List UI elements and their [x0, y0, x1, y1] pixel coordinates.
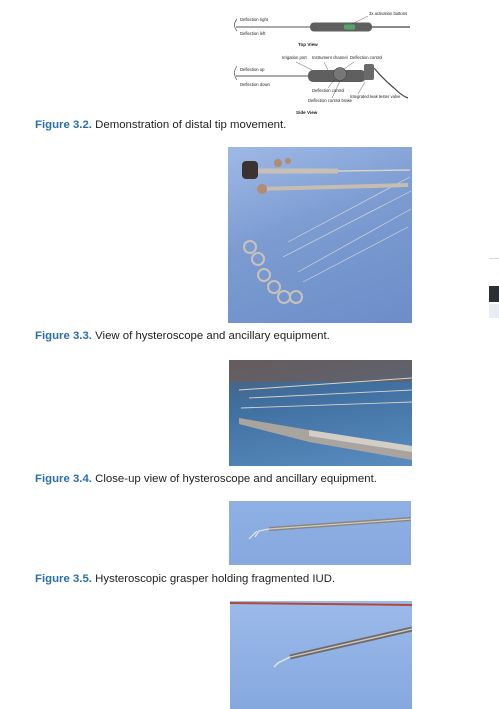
figure-label: Figure 3.4.: [35, 473, 92, 485]
scope-diagram: [228, 6, 418, 118]
figure-3-3-photo: [228, 147, 412, 323]
grasper-closeup-image: [230, 601, 412, 709]
label-deflection-right: Deflection right: [240, 17, 268, 22]
figure-label: Figure 3.2.: [35, 119, 92, 131]
leader-leak: [358, 82, 365, 94]
caption-text: Demonstration of distal tip movement.: [91, 119, 287, 131]
figure-3-5-caption: [35, 572, 335, 586]
label-activation-buttons: 3x activation buttons: [369, 11, 408, 16]
grip-side: [364, 64, 374, 80]
grasper-iud-image: [229, 501, 411, 565]
figure-3-5-photo: [229, 501, 411, 565]
caption-text: View of hysteroscope and ancillary equipment.: [91, 330, 330, 342]
figure-label: Figure 3.3.: [35, 330, 92, 342]
caption-text: Hysteroscopic grasper holding fragmented IUD.: [91, 573, 336, 585]
side-view-title: Side View: [296, 110, 318, 115]
label-leak-tester: Integrated leak tester valve: [350, 94, 401, 99]
hysteroscope-set-image: [228, 147, 412, 323]
label-deflection-down: Deflection down: [240, 82, 270, 87]
label-deflection-control-top: Deflection control: [350, 55, 383, 60]
scope-handle-top: [310, 23, 372, 32]
figure-label: Figure 3.5.: [35, 573, 92, 585]
figure-3-2-caption: [35, 118, 286, 132]
leader-channel: [324, 62, 328, 70]
label-deflection-control-bottom: Deflection control: [312, 88, 345, 93]
label-instrument-channel: Instrument channel: [312, 55, 348, 60]
page-edge-line: [489, 258, 499, 259]
page-edge-dark-block: [489, 286, 499, 302]
next-figure-photo: [230, 601, 412, 709]
label-control-brake: Deflection control brake: [308, 98, 352, 103]
deflection-arc-side: [235, 66, 238, 80]
figure-3-4-caption: [35, 472, 377, 486]
leader-control-top: [344, 62, 354, 69]
leader-irrigation: [296, 62, 312, 70]
top-view: [235, 11, 411, 47]
activation-buttons: [344, 25, 355, 30]
label-deflection-up: Deflection up: [240, 67, 265, 72]
deflection-arc-top: [235, 19, 238, 31]
label-deflection-left: Deflection left: [240, 31, 266, 36]
label-irrigation-port: Irrigation port: [282, 55, 307, 60]
figure-3-3-caption: [35, 329, 330, 343]
top-view-title: Top View: [298, 42, 318, 47]
page-edge-light-block: [489, 304, 499, 318]
side-view: [235, 55, 409, 115]
figure-3-4-photo: [229, 360, 412, 466]
hysteroscope-closeup-image: [229, 360, 412, 466]
deflection-wheel: [334, 68, 347, 81]
caption-text: Close-up view of hysteroscope and ancillary equipment.: [91, 473, 377, 485]
